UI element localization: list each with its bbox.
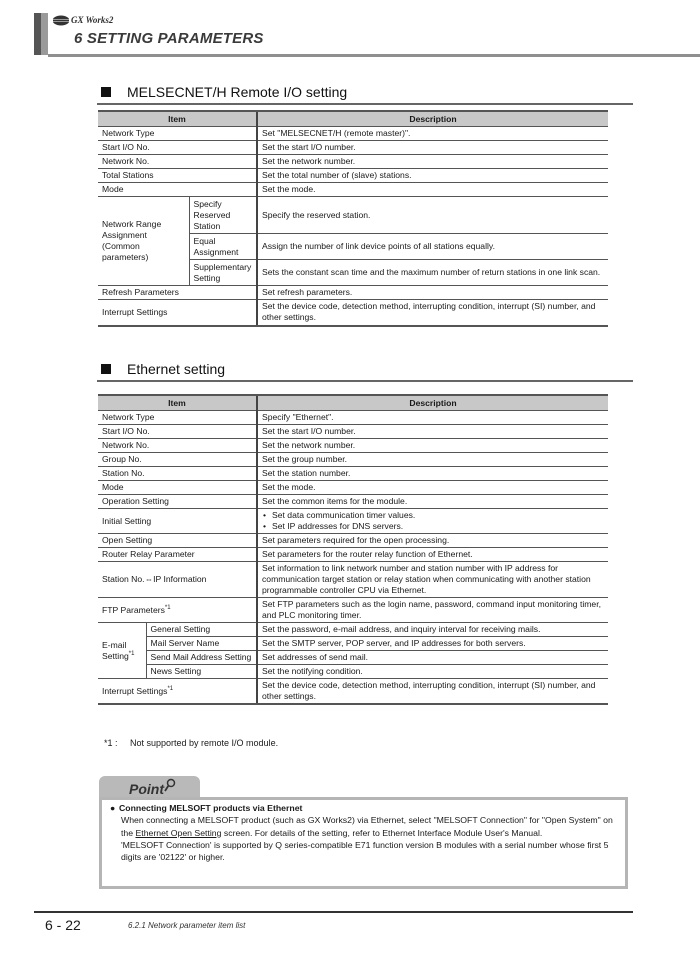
chapter-title: 6 SETTING PARAMETERS (74, 30, 264, 47)
item-label: FTP Parameters (102, 604, 165, 615)
column-header-description: Description (257, 111, 608, 127)
description-cell (257, 509, 608, 534)
group-item-cell (98, 623, 146, 679)
section-rule (97, 380, 633, 382)
item-cell (98, 598, 257, 623)
item-cell: Interrupt Settings (98, 300, 257, 326)
section-title: Ethernet setting (127, 361, 226, 377)
table-row (98, 411, 608, 425)
description-cell: Set parameters for the router relay function of Ethernet. (257, 548, 608, 562)
footer-rule (34, 911, 633, 913)
section-rule (97, 103, 633, 105)
description-cell: Set the device code, detection method, interrupting condition, interrupt (SI) number, and other settings. (257, 300, 608, 326)
header-bar-dark (34, 13, 41, 55)
description-cell: Set the notifying condition. (257, 665, 608, 679)
item-cell: Mode (98, 183, 257, 197)
item-cell (98, 679, 257, 705)
sub-item-cell: General Setting (146, 623, 257, 637)
description-cell: Set the SMTP server, POP server, and IP addresses for both servers. (257, 637, 608, 651)
item-cell: Network Type (98, 411, 257, 425)
table-row (98, 425, 608, 439)
table-header-row (98, 111, 608, 127)
table-row (98, 169, 608, 183)
sub-item-cell: Specify Reserved Station (189, 197, 257, 234)
description-cell: Set the mode. (257, 183, 608, 197)
sub-item-cell: Supplementary Setting (189, 260, 257, 286)
description-cell: Set FTP parameters such as the login name, password, command input monitoring timer, and PLC monitoring timer. (257, 598, 608, 623)
section-title: MELSECNET/H Remote I/O setting (127, 84, 348, 100)
table-row (98, 509, 608, 534)
footnote-mark: *1 : (104, 738, 118, 748)
point-text: When connecting a MELSOFT product (such as GX Works2) via Ethernet, select "MELSOFT Connection" for "Open System" on the (121, 815, 613, 838)
item-cell: Network No. (98, 155, 257, 169)
footnote-text: Not supported by remote I/O module. (130, 738, 279, 748)
column-header-item: Item (98, 111, 257, 127)
description-cell: Set the common items for the module. (257, 495, 608, 509)
table-row (98, 127, 608, 141)
description-cell: Specify "Ethernet". (257, 411, 608, 425)
bullet-icon: ● (110, 803, 116, 813)
description-cell: Sets the constant scan time and the maximum number of return stations in one link scan. (257, 260, 608, 286)
point-text: screen. For details of the setting, refer to Ethernet Interface Module User's Manual. (221, 827, 543, 838)
column-header-description: Description (257, 395, 608, 411)
sub-item-cell: News Setting (146, 665, 257, 679)
square-bullet-icon (101, 364, 111, 374)
table-row (98, 155, 608, 169)
description-cell: Set the station number. (257, 467, 608, 481)
point-body-1 (110, 814, 615, 839)
footer-section-title: 6.2.1 Network parameter item list (128, 921, 246, 930)
description-cell: Set addresses of send mail. (257, 651, 608, 665)
table-row (98, 183, 608, 197)
description-cell: Set parameters required for the open processing. (257, 534, 608, 548)
table-row (98, 495, 608, 509)
description-cell: Set refresh parameters. (257, 286, 608, 300)
item-cell: Start I/O No. (98, 141, 257, 155)
table-row (98, 481, 608, 495)
table-row (98, 651, 608, 665)
description-cell: Set information to link network number and station number with IP address for communication target station or relay station when communicating with another station programmable controller CPU via Ethernet. (257, 562, 608, 598)
magnifier-icon (164, 778, 176, 792)
table-row (98, 439, 608, 453)
table-row (98, 300, 608, 326)
point-body-2: 'MELSOFT Connection' is supported by Q series-compatible E71 function version B modules with a serial number whose first 5 digits are '02122' or higher. (121, 839, 609, 863)
item-cell: Total Stations (98, 169, 257, 183)
sub-item-cell: Send Mail Address Setting (146, 651, 257, 665)
section-heading-melsecnet (101, 84, 347, 100)
item-cell: Start I/O No. (98, 425, 257, 439)
footnote-ref: *1 (164, 604, 171, 611)
footnote-ref: *1 (128, 650, 135, 657)
header-rule (48, 54, 700, 57)
page-number: 6 - 22 (45, 917, 81, 933)
description-cell: Set the total number of (slave) stations. (257, 169, 608, 183)
square-bullet-icon (101, 87, 111, 97)
group-label: E-mail Setting (102, 639, 129, 661)
description-cell: Set the device code, detection method, interrupting condition, interrupt (SI) number, and other settings. (257, 679, 608, 705)
table-row (98, 286, 608, 300)
sub-item-cell: Equal Assignment (189, 234, 257, 260)
list-item: • Set IP addresses for DNS servers. (272, 521, 604, 532)
item-label: Interrupt Settings (102, 685, 168, 696)
melsoft-logo-icon (52, 15, 70, 26)
sub-item-cell: Mail Server Name (146, 637, 257, 651)
description-cell: Set the network number. (257, 155, 608, 169)
table-row (98, 598, 608, 623)
table-row (98, 623, 608, 637)
brand-name: GX Works2 (71, 15, 114, 25)
point-heading-text: Connecting MELSOFT products via Ethernet (119, 803, 303, 813)
ethernet-table (98, 394, 608, 705)
item-cell: Open Setting (98, 534, 257, 548)
item-cell: Initial Setting (98, 509, 257, 534)
list-item: • Set data communication timer values. (272, 510, 604, 521)
footnote (104, 738, 278, 748)
table-row (98, 548, 608, 562)
point-content (110, 802, 615, 863)
description-cell: Set the group number. (257, 453, 608, 467)
description-cell: Set the network number. (257, 439, 608, 453)
item-cell: Mode (98, 481, 257, 495)
melsecnet-table (98, 110, 608, 327)
description-list (262, 510, 604, 532)
group-item-cell: Network Range Assignment (Common parameters) (98, 197, 189, 286)
description-cell: Set "MELSECNET/H (remote master)". (257, 127, 608, 141)
table-row (98, 197, 608, 234)
table-header-row (98, 395, 608, 411)
table-row (98, 562, 608, 598)
item-cell: Operation Setting (98, 495, 257, 509)
item-cell: Network Type (98, 127, 257, 141)
description-cell: Set the password, e-mail address, and inquiry interval for receiving mails. (257, 623, 608, 637)
description-cell: Set the mode. (257, 481, 608, 495)
point-heading (110, 802, 615, 814)
table-row (98, 679, 608, 705)
column-header-item: Item (98, 395, 257, 411)
description-cell: Set the start I/O number. (257, 141, 608, 155)
table-row (98, 141, 608, 155)
table-row (98, 534, 608, 548)
header-bar-light (41, 13, 48, 55)
description-cell: Assign the number of link device points of all stations equally. (257, 234, 608, 260)
table-row (98, 637, 608, 651)
item-cell: Network No. (98, 439, 257, 453)
item-cell: Group No. (98, 453, 257, 467)
table-row (98, 453, 608, 467)
item-cell: Router Relay Parameter (98, 548, 257, 562)
item-cell: Station No.⇔IP Information (98, 562, 257, 598)
item-cell: Refresh Parameters (98, 286, 257, 300)
table-row (98, 665, 608, 679)
point-label (129, 778, 176, 797)
point-label-text: Point (129, 781, 164, 797)
table-row (98, 467, 608, 481)
item-cell: Station No. (98, 467, 257, 481)
description-cell: Set the start I/O number. (257, 425, 608, 439)
section-heading-ethernet (101, 361, 225, 377)
ethernet-open-setting-link[interactable]: Ethernet Open Setting (135, 827, 222, 838)
description-cell: Specify the reserved station. (257, 197, 608, 234)
footnote-ref: *1 (167, 685, 174, 692)
